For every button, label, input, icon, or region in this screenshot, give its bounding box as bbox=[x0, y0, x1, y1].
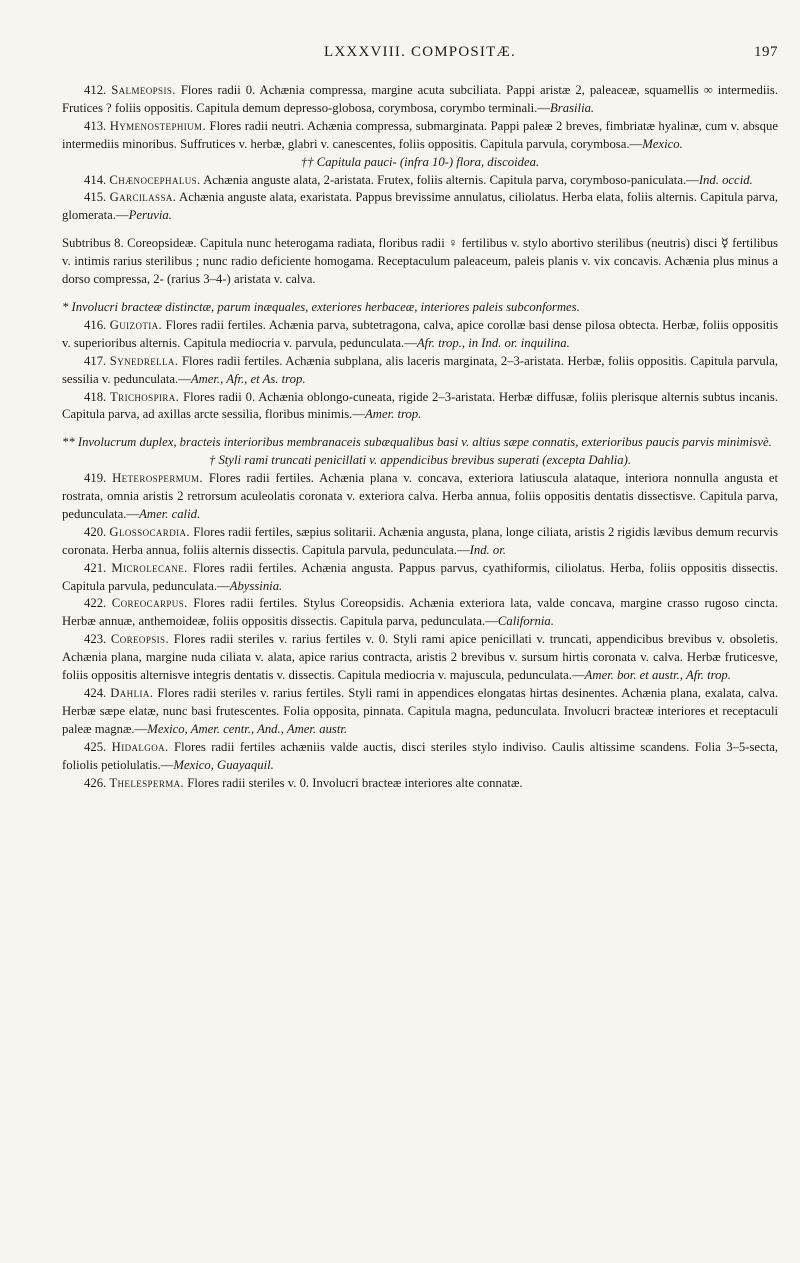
genus-description: Flores radii 0. Achænia compressa, margine acuta subciliata. Pappi aristæ 2, paleaceæ, squamellis ∞ intermediis. Frutices ? foliis oppositis. Capitula demum depresso-globosa, corymbosa, corymbo terminali.— bbox=[62, 83, 778, 115]
genus-description: Flores radii fertiles. Achænia parva, subtetragona, calva, apice corollæ basi dense pilosa obtecta. Herbæ, foliis oppositis v. superioribus alternis. Capitula mediocria v. parvula, pedunculata.— bbox=[62, 317, 779, 350]
page-number: 197 bbox=[754, 44, 778, 60]
genus-name: Garcilassa. bbox=[109, 190, 177, 205]
genus-locality: Afr. trop., in Ind. or. inquilina. bbox=[416, 335, 570, 350]
genus-locality: Amer. trop. bbox=[365, 407, 422, 422]
genus-name: Guizotia. bbox=[109, 317, 163, 332]
genus-name: Glossocardia. bbox=[109, 524, 190, 539]
genus-name: Coreopsis. bbox=[110, 632, 170, 647]
genus-description: Flores radii neutri. Achænia compressa, submarginata. Pappi paleæ 2 breves, fimbriatæ hyalinæ, cum v. absque intermediis minoribus. Suffrutices v. herbæ, glabri v. canescentes, foliis oppositis. Capitula parvula, corymbosa.— bbox=[62, 118, 778, 151]
genus-name: Dahlia. bbox=[110, 686, 154, 700]
genus-entry-422: 422. Coreocarpus. Flores radii fertiles. Stylus Coreopsidis. Achænia exteriora lata, valde concava, margine crasso rugoso cincta. Herbæ annuæ, anthemoideæ, foliis oppositis dissectis. Capitula parva, pedunculata.—California. bbox=[62, 596, 778, 629]
genus-name: Hymenostephium. bbox=[109, 118, 207, 133]
genus-description: Achænia anguste alata, 2-aristata. Frutex, foliis alternis. Capitula parva, corymboso-paniculata.— bbox=[203, 172, 699, 187]
genus-entry-426: 426. Thelesperma. Flores radii steriles v. 0. Involucri bracteæ interiores alte connatæ. bbox=[84, 775, 523, 790]
genus-entry-416: 416. Guizotia. Flores radii fertiles. Achænia parva, subtetragona, calva, apice corollæ basi dense pilosa obtecta. Herbæ, foliis oppositis v. superioribus alternis. Capitula mediocria v. parvula, pedunculata.—Afr. trop., in Ind. or. inquilina. bbox=[62, 317, 779, 350]
genus-description: Achænia anguste alata, exaristata. Pappus brevissime annulatus, ciliolatus. Herba elata, foliis alternis. Capitula parva, glomerata.— bbox=[62, 190, 778, 223]
genus-entry-424: 424. Dahlia. Flores radii steriles v. rarius fertiles. Styli rami in appendices elongatas hirtas desinentes. Achænia plana, exalata, calva. Herbæ sæpe elatæ, nunc basi frutescentes. Folia opposita, pinnata. Capitula magna, pedunculata. Involucri bracteæ interiores et receptaculi paleæ magnæ.—Mexico, Amer. centr., And., Amer. austr. bbox=[62, 686, 779, 736]
genus-entry-420: 420. Glossocardia. Flores radii fertiles, sæpius solitarii. Achænia angusta, plana, longe ciliata, aristis 2 rigidis lævibus demum recurvis coronata. Herba annua, foliis alternis dissectis. Capitula parvula, pedunculata.—Ind. or. bbox=[62, 524, 779, 557]
genus-entry-417: 417. Synedrella. Flores radii fertiles. Achænia subplana, alis laceris marginata, 2–3-aristata. Herbæ, foliis oppositis. Capitula parvula, sessilia v. pedunculata.—Amer., Afr., et As. trop. bbox=[62, 353, 778, 386]
subtribe-heading: Subtribus 8. Coreopsideæ. Capitula nunc heterogama radiata, floribus radii ♀ fertilibus v. stylo abortivo sterilibus (neutris) disci ☿ fertilibus v. intimis rarius sterilibus ; nunc radio deficiente homogama. Receptaculum paleaceum, paleis planis v. vix concavis. Achænia plus minus a dorso compressa, 2- (rarius 3–4-) aristata v. calva. bbox=[62, 236, 778, 287]
genus-name: Coreocarpus. bbox=[111, 596, 188, 611]
genus-description: Flores radii fertiles. Achænia subplana, alis laceris marginata, 2–3-aristata. Herbæ, foliis oppositis. Capitula parvula, sessilia v. pedunculata.— bbox=[62, 353, 778, 386]
running-head-title: LXXXVIII. COMPOSITÆ. bbox=[324, 44, 516, 60]
running-head bbox=[62, 44, 778, 72]
genus-entry-423: 423. Coreopsis. Flores radii steriles v. rarius fertiles v. 0. Styli rami apice penicillati v. truncati, appendicibus brevibus v. obsoletis. Achænia plana, margine nuda ciliata v. alata, apice rarius contracta, aristis 2 brevibus v. sursum hirtis coronata v. calva. Herbæ fruticesve, foliis oppositis alternisve integris dentatis v. dissectis. Capitula mediocria v. majuscula, pedunculata.—Amer. bor. et austr., Afr. trop. bbox=[62, 632, 778, 683]
genus-description: Flores radii fertiles. Stylus Coreopsidis. Achænia exteriora lata, valde concava, margine crasso rugoso cincta. Herbæ annuæ, anthemoideæ, foliis oppositis dissectis. Capitula parva, pedunculata.— bbox=[62, 596, 778, 629]
genus-name: Heterospermum. bbox=[112, 471, 204, 486]
genus-description: Flores radii fertiles achæniis valde auctis, disci steriles stylo indiviso. Caulis altissime scandens. Folia 3–5-secta, foliolis petiolulatis.— bbox=[62, 739, 779, 772]
section-note-pauciflora: †† Capitula pauci- (infra 10-) flora, discoidea. bbox=[300, 154, 540, 169]
genus-entry-419: 419. Heterospermum. Flores radii fertiles. Achænia plana v. concava, exteriora latiuscula alataque, interiora nonnulla angusta et rostrata, omnia aristis 2 retrorsum aculeolatis coronata v. exteriora calva. Herba annua, foliis oppositis dentatis dissectisve. Capitula parva, pedunculata.—Amer. calid. bbox=[62, 471, 779, 521]
genus-locality: California. bbox=[497, 614, 554, 629]
genus-entry-418: 418. Trichospira. Flores radii 0. Achænia oblongo-cuneata, rigide 2–3-aristata. Herbæ diffusæ, foliis plerisque alternis subtus incanis. Capitula parva, ad axillas arcte sessilia, floribus minimis.—Amer. trop. bbox=[62, 389, 779, 422]
genus-entry-425: 425. Hidalgoa. Flores radii fertiles achæniis valde auctis, disci steriles stylo indiviso. Caulis altissime scandens. Folia 3–5-secta, foliolis petiolulatis.—Mexico, Guayaquil. bbox=[62, 739, 779, 772]
genus-entry-415: 415. Garcilassa. Achænia anguste alata, exaristata. Pappus brevissime annulatus, ciliolatus. Herba elata, foliis alternis. Capitula parva, glomerata.—Peruvia. bbox=[62, 190, 778, 223]
genus-name: Hidalgoa. bbox=[111, 739, 169, 754]
genus-entry-412: 412. Salmeopsis. Flores radii 0. Achænia compressa, margine acuta subciliata. Pappi aristæ 2, paleaceæ, squamellis ∞ intermediis. Frutices ? foliis oppositis. Capitula demum depresso-globosa, corymbosa, corymbo terminali.—Brasilia. bbox=[62, 83, 778, 115]
genus-name: Synedrella. bbox=[109, 353, 179, 368]
genus-description: Flores radii 0. Achænia oblongo-cuneata, rigide 2–3-aristata. Herbæ diffusæ, foliis plerisque alternis subtus incanis. Capitula parva, ad axillas arcte sessilia, floribus minimis.— bbox=[62, 389, 779, 422]
section-note-double-involucre: ** Involucrum duplex, bracteis interioribus membranaceis subæqualibus basi v. altius sæpe connatis, exterioribus paucis parvis minimisvè. bbox=[62, 435, 772, 450]
genus-description: Flores radii fertiles. Achænia plana v. concava, exteriora latiuscula alataque, interiora nonnulla angusta et rostrata, omnia aristis 2 retrorsum aculeolatis coronata v. exteriora calva. Herba annua, foliis oppositis dentatis dissectisve. Capitula parva, pedunculata.— bbox=[62, 471, 779, 521]
genus-name: Thelesperma. bbox=[109, 775, 185, 790]
genus-locality: Amer., Afr., et As. trop. bbox=[190, 371, 306, 386]
genus-locality: Peruvia. bbox=[128, 208, 172, 223]
genus-name: Microlecane. bbox=[111, 560, 188, 575]
genus-locality: Amer. bor. et austr., Afr. trop. bbox=[584, 668, 731, 683]
genus-locality: Abyssinia. bbox=[229, 578, 283, 593]
genus-name: Salmeopsis. bbox=[111, 83, 176, 97]
genus-locality: Mexico, Guayaquil. bbox=[173, 757, 274, 772]
genus-description: Flores radii steriles v. rarius fertiles v. 0. Styli rami apice penicillati v. truncati, appendicibus brevibus v. obsoletis. Achænia plana, margine nuda ciliata v. alata, apice rarius contracta, aristis 2 brevibus v. sursum hirtis coronata v. calva. Herbæ fruticesve, foliis oppositis alternisve integris dentatis v. dissectis. Capitula mediocria v. majuscula, pedunculata.— bbox=[62, 632, 778, 683]
genus-name: Trichospira. bbox=[110, 389, 180, 404]
genus-locality: Ind. or. bbox=[469, 542, 506, 557]
genus-locality: Mexico. bbox=[642, 136, 683, 151]
genus-locality: Amer. calid. bbox=[139, 506, 201, 521]
genus-description: Flores radii fertiles. Achænia angusta. Pappus parvus, cyathiformis, ciliolatus. Herba, foliis oppositis dissectis. Capitula parvula, pedunculata.— bbox=[62, 560, 779, 593]
page-body bbox=[62, 82, 778, 792]
genus-locality: Mexico, Amer. centr., And., Amer. austr. bbox=[147, 721, 348, 736]
genus-locality: Brasilia. bbox=[550, 100, 595, 115]
genus-description: Flores radii steriles v. rarius fertiles. Styli rami in appendices elongatas hirtas desinentes. Achænia plana, exalata, calva. Herbæ sæpe elatæ, nunc basi frutescentes. Folia opposita, pinnata. Capitula magna, pedunculata. Involucri bracteæ interiores et receptaculi paleæ magnæ.— bbox=[62, 686, 779, 736]
genus-entry-421: 421. Microlecane. Flores radii fertiles. Achænia angusta. Pappus parvus, cyathiformis, ciliolatus. Herba, foliis oppositis dissectis. Capitula parvula, pedunculata.—Abyssinia. bbox=[62, 560, 779, 593]
genus-name: Chænocephalus. bbox=[109, 172, 201, 187]
genus-entry-414: 414. Chænocephalus. Achænia anguste alata, 2-aristata. Frutex, foliis alternis. Capitula parva, corymboso-paniculata.—Ind. occid. bbox=[84, 172, 753, 187]
genus-description: Flores radii fertiles, sæpius solitarii. Achænia angusta, plana, longe ciliata, aristis 2 rigidis lævibus demum recurvis coronata. Herba annua, foliis alternis dissectis. Capitula parvula, pedunculata.— bbox=[62, 524, 779, 557]
genus-locality: Ind. occid. bbox=[698, 172, 753, 187]
genus-description: Flores radii steriles v. 0. Involucri bracteæ interiores alte connatæ. bbox=[187, 775, 523, 790]
section-note-style-branches: † Styli rami truncati penicillati v. appendicibus brevibus superati (excepta Dahlia). bbox=[208, 453, 632, 468]
genus-entry-413: 413. Hymenostephium. Flores radii neutri. Achænia compressa, submarginata. Pappi paleæ 2 breves, fimbriatæ hyalinæ, cum v. absque intermediis minoribus. Suffrutices v. herbæ, glabri v. canescentes, foliis oppositis. Capitula parvula, corymbosa.—Mexico. bbox=[62, 118, 778, 151]
section-note-single-involucre: * Involucri bracteæ distinctæ, parum inæquales, exteriores herbaceæ, interiores paleis subconformes. bbox=[62, 299, 580, 314]
